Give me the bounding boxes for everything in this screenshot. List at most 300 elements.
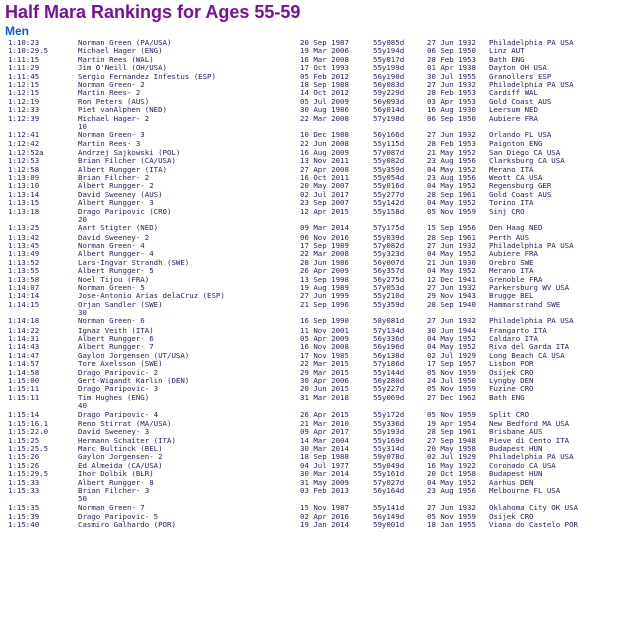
race-location: Frangarto ITA [489,325,547,335]
athlete-name: Orjan Sandler (SWE) [78,299,163,309]
birth-date: 23 Aug 1956 [427,156,476,166]
birth-date: 04 May 1952 [427,164,476,174]
birth-date: 21 May 1952 [427,147,476,157]
race-location: Pieve di Cento ITA [489,435,570,445]
athlete-name: Aart Stigter (NED) [78,223,159,233]
athlete-name: Tore Axelsson (SWE) [78,359,163,369]
race-date: 23 Sep 2007 [300,198,349,208]
athlete-age: 55y169d [373,435,405,445]
ranking-row [0,521,640,529]
athlete-name: Casmiro Galhardo (POR) [78,520,176,530]
birth-date: 27 Jun 1932 [427,79,476,89]
race-date: 22 Mar 2015 [300,359,349,369]
athlete-name: Albert Rungger- 8 [78,477,154,487]
athlete-age: 55y054d [373,173,405,183]
race-date: 26 Apr 2009 [300,266,349,276]
race-date: 18 Sep 1988 [300,452,349,462]
athlete-age: 57y175d [373,223,405,233]
race-location: Osijek CRO [489,511,534,521]
race-location: Bath ENG [489,392,525,402]
race-date: 30 Mar 2014 [300,469,349,479]
race-location: Philadelphia PA USA [489,38,574,47]
race-location: Perth AUS [489,232,530,242]
birth-date: 05 Nov 1959 [427,367,476,377]
athlete-name: Gert-Wigandt Karlin (DEN) [78,376,190,386]
athlete-name: Albert Rungger- 7 [78,342,154,352]
race-location: Aubiere FRA [489,113,538,123]
race-date: 19 Jan 2014 [300,520,349,530]
athlete-age: 55y277d [373,189,405,199]
birth-date: 02 Jul 1929 [427,350,476,360]
result-time: 1:14:57 [8,359,40,369]
result-time: 1:15:33 [8,485,40,495]
birth-date: 19 Apr 1954 [427,418,476,428]
athlete-age: 55y144d [373,367,405,377]
athlete-name: Albert Rungger (ITA) [78,164,167,174]
athlete-age: 56y190d [373,71,405,81]
rank-counter-value: 50 [78,494,87,504]
birth-date: 04 May 1952 [427,249,476,259]
result-time: 1:13:18 [8,206,40,216]
athlete-name: Brian Filcher- 3 [78,485,150,495]
result-time: 1:15:22.0 [8,427,49,437]
athlete-age: 55y115d [373,139,405,149]
result-time: 1:14:18 [8,316,40,326]
result-time: 1:13:55 [8,266,40,276]
rank-counter-value: 30 [78,308,87,318]
race-location: Sinj CRO [489,206,525,216]
race-location: Regensburg GER [489,181,552,191]
athlete-age: 56y014d [373,105,405,115]
race-location: Oklahoma City OK USA [489,502,578,512]
athlete-name: Norman Green- 3 [78,130,145,140]
race-date: 16 Nov 2008 [300,342,349,352]
result-time: 1:13:15 [8,198,40,208]
athlete-age: 59y078d [373,452,405,462]
birth-date: 05 Nov 1959 [427,206,476,216]
race-date: 30 Apr 2006 [300,376,349,386]
result-time: 1:15:14 [8,409,40,419]
athlete-age: 57y087d [373,147,405,157]
athlete-name: Gaylon Jorgensen (UT/USA) [78,350,190,360]
race-location: Budapest HUN [489,469,543,479]
rank-counter-value: 10 [78,121,87,131]
birth-date: 05 Nov 1959 [427,409,476,419]
birth-date: 28 Sep 1961 [427,427,476,437]
race-location: Merano ITA [489,164,534,174]
race-location: Viana do Castelo POR [489,520,578,530]
result-time: 1:12:53 [8,156,40,166]
athlete-name: Drago Paripovic (CRO) [78,206,172,216]
race-date: 20 Jun 2015 [300,384,349,394]
birth-date: 28 Sep 1940 [427,299,476,309]
race-date: 16 Mar 2008 [300,54,349,64]
race-location: Melbourne FL USA [489,485,561,495]
result-time: 1:15:00 [8,376,40,386]
athlete-age: 55y017d [373,54,405,64]
race-location: Fuzine CRO [489,384,534,394]
race-location: Aarhus DEN [489,477,534,487]
birth-date: 23 Aug 1956 [427,485,476,495]
race-location: Caldaro ITA [489,334,538,344]
athlete-age: 55y082d [373,156,405,166]
race-location: Orlando FL USA [489,130,552,140]
race-location: New Bedford MA USA [489,418,570,428]
athlete-age: 56y196d [373,342,405,352]
race-date: 13 Sep 1998 [300,274,349,284]
result-time: 1:15:39 [8,511,40,521]
race-location: Weott CA USA [489,173,543,183]
result-time: 1:14:15 [8,299,40,309]
birth-date: 29 Nov 1943 [427,291,476,301]
athlete-age: 55y142d [373,198,405,208]
race-location: Lyngby DEN [489,376,534,386]
athlete-name: Gaylon Jorgensen- 2 [78,452,163,462]
athlete-name: Norman Green- 2 [78,79,145,89]
result-time: 1:15:11 [8,392,40,402]
race-date: 16 Aug 2009 [300,147,349,157]
race-date: 11 Nov 2001 [300,325,349,335]
athlete-name: Drago Paripovic- 3 [78,384,159,394]
result-time: 1:13:42 [8,232,40,242]
athlete-age: 55y039d [373,232,405,242]
result-time: 1:12:42 [8,139,40,149]
athlete-age: 57y134d [373,325,405,335]
result-time: 1:12:58 [8,164,40,174]
athlete-age: 55y085d [373,38,405,47]
birth-date: 01 Apr 1938 [427,63,476,73]
athlete-age: 56y138d [373,350,405,360]
race-date: 17 Oct 1993 [300,63,349,73]
race-location: Grenoble FRA [489,274,543,284]
result-time: 1:15:26 [8,452,40,462]
athlete-name: Ihor Dolbik (BLR) [78,469,154,479]
result-time: 1:11:15 [8,54,40,64]
athlete-age: 55y194d [373,46,405,56]
athlete-name: Tim Hughes (ENG) [78,392,150,402]
athlete-name: Reno Stirrat (MA/USA) [78,418,172,428]
race-date: 31 Mar 2018 [300,392,349,402]
athlete-age: 59y229d [373,88,405,98]
birth-date: 27 Jun 1932 [427,282,476,292]
race-location: Torino ITA [489,198,534,208]
page-title: Half Mara Rankings for Ages 55-59 [5,2,301,22]
athlete-name: David Sweeney (AUS) [78,189,163,199]
result-time: 1:14:22 [8,325,40,335]
result-time: 1:15:40 [8,520,40,530]
birth-date: 21 Jun 1930 [427,257,476,267]
birth-date: 27 Jun 1932 [427,316,476,326]
birth-date: 05 Nov 1959 [427,384,476,394]
race-date: 05 Jul 2009 [300,96,349,106]
birth-date: 27 Jun 1932 [427,38,476,47]
athlete-name: Norman Green- 6 [78,316,145,326]
birth-date: 28 Feb 1953 [427,54,476,64]
race-date: 28 Jun 1986 [300,257,349,267]
result-time: 1:12:15 [8,79,40,89]
athlete-age: 57y082d [373,240,405,250]
birth-date: 28 Feb 1953 [427,88,476,98]
result-time: 1:13:58 [8,274,40,284]
athlete-age: 56y280d [373,376,405,386]
race-date: 21 Sep 1996 [300,299,349,309]
birth-date: 04 May 1952 [427,181,476,191]
athlete-age: 57y053d [373,282,405,292]
race-date: 27 Jun 1999 [300,291,349,301]
result-time: 1:10:29.5 [8,46,49,56]
race-location: Clarksburg CA USA [489,156,565,166]
result-time: 1:12:41 [8,130,40,140]
birth-date: 12 Dec 1941 [427,274,476,284]
athlete-name: Brian Filcher (CA/USA) [78,156,176,166]
athlete-age: 57y186d [373,359,405,369]
race-location: Osijek CRO [489,367,534,377]
race-date: 09 Apr 2017 [300,427,349,437]
result-time: 1:14:31 [8,334,40,344]
athlete-age: 56y093d [373,96,405,106]
athlete-age: 56y336d [373,334,405,344]
race-location: Den Haag NED [489,223,543,233]
race-date: 22 Jun 2008 [300,139,349,149]
race-date: 19 Mar 2006 [300,46,349,56]
race-location: Long Beach CA USA [489,350,565,360]
result-time: 1:15:33 [8,477,40,487]
athlete-name: Michael Hager- 2 [78,113,150,123]
result-time: 1:13:45 [8,240,40,250]
result-time: 1:12:52a [8,147,44,157]
race-location: Brugge BEL [489,291,534,301]
birth-date: 20 Oct 1958 [427,469,476,479]
race-location: Granollers ESP [489,71,552,81]
athlete-age: 56y275d [373,274,405,284]
birth-date: 18 Jan 1955 [427,520,476,530]
race-date: 22 Mar 2008 [300,113,349,123]
result-time: 1:15:35 [8,502,40,512]
birth-date: 27 Dec 1962 [427,392,476,402]
race-date: 30 Aug 1986 [300,105,349,115]
athlete-age: 57y027d [373,477,405,487]
race-location: Leersum NED [489,105,538,115]
athlete-age: 55y158d [373,206,405,216]
result-time: 1:15:25 [8,435,40,445]
result-time: 1:14:43 [8,342,40,352]
athlete-age: 55y359d [373,164,405,174]
race-date: 14 Oct 2012 [300,88,349,98]
race-location: Gold Coast AUS [489,96,552,106]
athlete-name: Martin Rees- 2 [78,88,141,98]
race-date: 17 Nov 1985 [300,350,349,360]
athlete-name: David Sweeney- 2 [78,232,150,242]
athlete-age: 56y357d [373,266,405,276]
rankings-list [0,39,640,530]
athlete-age: 57y198d [373,113,405,123]
race-date: 20 May 2007 [300,181,349,191]
race-date: 22 Mar 2008 [300,249,349,259]
result-time: 1:12:33 [8,105,40,115]
race-date: 16 Oct 2011 [300,173,349,183]
athlete-age: 55y227d [373,384,405,394]
athlete-age: 55y141d [373,502,405,512]
result-time: 1:10:23 [8,38,40,47]
race-location: Philadelphia PA USA [489,452,574,462]
athlete-age: 55y049d [373,460,405,470]
race-location: Coronado CA USA [489,460,556,470]
athlete-age: 56y166d [373,130,405,140]
race-location: Gold Coast AUS [489,189,552,199]
race-location: San Diego CA USA [489,147,561,157]
race-location: Lisbon POR [489,359,534,369]
athlete-name: Norman Green (PA/USA) [78,38,172,47]
birth-date: 04 May 1952 [427,477,476,487]
race-date: 17 Sep 1989 [300,240,349,250]
athlete-age: 56y164d [373,485,405,495]
birth-date: 16 Aug 1930 [427,105,476,115]
race-location: Cardiff WAL [489,88,538,98]
birth-date: 04 May 1952 [427,198,476,208]
athlete-age: 55y016d [373,181,405,191]
race-date: 02 Apr 2016 [300,511,349,521]
athlete-age: 55y323d [373,249,405,259]
race-date: 15 Nov 1987 [300,502,349,512]
race-date: 29 Mar 2015 [300,367,349,377]
ranking-row [0,208,640,216]
athlete-age: 55y193d [373,427,405,437]
athlete-age: 55y069d [373,392,405,402]
result-time: 1:15:11 [8,384,40,394]
birth-date: 03 Apr 1953 [427,96,476,106]
race-date: 10 Dec 1988 [300,130,349,140]
athlete-name: Drago Paripovic- 5 [78,511,159,521]
athlete-age: 55y199d [373,63,405,73]
race-location: Philadelphia PA USA [489,240,574,250]
race-date: 26 Apr 2015 [300,409,349,419]
result-time: 1:15:29.5 [8,469,49,479]
result-time: 1:13:52 [8,257,40,267]
rank-counter-value: 40 [78,401,87,411]
athlete-name: Norman Green- 7 [78,502,145,512]
athlete-name: Drago Paripovic- 2 [78,367,159,377]
athlete-name: Marc Bultinck (BEL) [78,443,163,453]
birth-date: 28 Sep 1961 [427,189,476,199]
result-time: 1:14:58 [8,367,40,377]
birth-date: 30 Jul 1955 [427,71,476,81]
race-date: 03 Feb 2013 [300,485,349,495]
race-location: Orebro SWE [489,257,534,267]
race-location: Parkersburg WV USA [489,282,570,292]
athlete-name: Ron Peters (AUS) [78,96,150,106]
birth-date: 16 May 1922 [427,460,476,470]
athlete-age: 56y149d [373,511,405,521]
race-date: 27 Apr 2008 [300,164,349,174]
athlete-name: Michael Hager (ENG) [78,46,163,56]
section-heading-men: Men [5,24,29,38]
race-date: 14 Mar 2004 [300,435,349,445]
result-time: 1:14:14 [8,291,40,301]
race-date: 04 Jul 1977 [300,460,349,470]
athlete-name: David Sweeney- 3 [78,427,150,437]
athlete-age: 55y161d [373,469,405,479]
birth-date: 30 Jun 1944 [427,325,476,335]
athlete-name: Martin Rees (WAL) [78,54,154,64]
athlete-age: 58y081d [373,316,405,326]
race-location: Split CRO [489,409,530,419]
athlete-name: Jim O'Neill (OH/USA) [78,63,167,73]
race-date: 21 Mar 2010 [300,418,349,428]
athlete-name: Jose-Antonio Arias delaCruz (ESP) [78,291,225,301]
race-date: 19 Aug 1989 [300,282,349,292]
athlete-name: Sergio Fernandez Infestus (ESP) [78,71,216,81]
athlete-name: Ignaz Veith (ITA) [78,325,154,335]
race-location: Hammarstrand SWE [489,299,561,309]
race-date: 09 Mar 2014 [300,223,349,233]
athlete-name: Hermann Schaiter (ITA) [78,435,176,445]
birth-date: 04 May 1952 [427,342,476,352]
birth-date: 04 May 1952 [427,266,476,276]
result-time: 1:15:25.5 [8,443,49,453]
race-location: Brisbane AUS [489,427,543,437]
birth-date: 20 May 1958 [427,443,476,453]
birth-date: 27 Jun 1932 [427,240,476,250]
athlete-name: Piet vanAlphen (NED) [78,105,167,115]
athlete-name: Noel Tijou (FRA) [78,274,150,284]
birth-date: 27 Sep 1948 [427,435,476,445]
result-time: 1:11:29 [8,63,40,73]
result-time: 1:14:47 [8,350,40,360]
result-time: 1:11:45 [8,71,40,81]
result-time: 1:12:19 [8,96,40,106]
race-date: 18 Sep 1988 [300,79,349,89]
birth-date: 05 Nov 1959 [427,511,476,521]
race-date: 05 Apr 2009 [300,334,349,344]
race-location: Paignton ENG [489,139,543,149]
athlete-name: Albert Rungger- 2 [78,181,154,191]
result-time: 1:12:39 [8,113,40,123]
birth-date: 24 Jul 1950 [427,376,476,386]
race-location: Philadelphia PA USA [489,316,574,326]
result-time: 1:14:07 [8,282,40,292]
ranking-row [0,394,640,402]
athlete-name: Ed Almeida (CA/USA) [78,460,163,470]
athlete-age: 55y172d [373,409,405,419]
race-date: 05 Feb 2012 [300,71,349,81]
athlete-name: Albert Rungger- 3 [78,198,154,208]
race-date: 12 Apr 2015 [300,206,349,216]
result-time: 1:13:14 [8,189,40,199]
birth-date: 17 Sep 1957 [427,359,476,369]
birth-date: 23 Aug 1956 [427,173,476,183]
result-time: 1:13:49 [8,249,40,259]
result-time: 1:13:09 [8,173,40,183]
race-location: Aubiere FRA [489,249,538,259]
race-location: Merano ITA [489,266,534,276]
birth-date: 04 May 1952 [427,334,476,344]
ranking-row [0,487,640,495]
athlete-name: Brian Filcher- 2 [78,173,150,183]
race-location: Bath ENG [489,54,525,64]
birth-date: 27 Jun 1932 [427,130,476,140]
athlete-name: Albert Rungger- 4 [78,249,154,259]
birth-date: 02 Jul 1929 [427,452,476,462]
result-time: 1:13:25 [8,223,40,233]
birth-date: 15 Sep 1956 [427,223,476,233]
race-date: 20 Sep 1987 [300,38,349,47]
athlete-name: Drago Paripovic- 4 [78,409,159,419]
result-time: 1:12:15 [8,88,40,98]
ranking-row [0,115,640,123]
race-date: 16 Sep 1990 [300,316,349,326]
athlete-age: 55y336d [373,418,405,428]
race-date: 30 Mar 2014 [300,443,349,453]
